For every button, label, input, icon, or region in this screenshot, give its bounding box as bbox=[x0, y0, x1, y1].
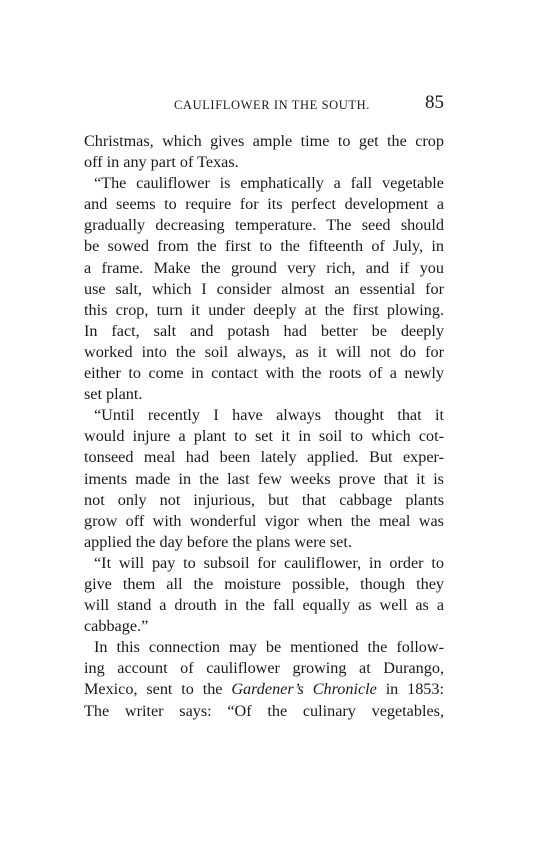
text-line: iments made in the last few weeks prove that it is bbox=[84, 469, 444, 488]
text-line: give them all the moisture possible, though they bbox=[84, 574, 444, 593]
text-line: tonseed meal had been lately applied. But exper- bbox=[84, 448, 444, 467]
periodical-title: Gardener’s Chronicle bbox=[231, 680, 377, 699]
text-line: be sowed from the first to the fifteenth of July, in bbox=[84, 237, 444, 256]
text-line: would injure a plant to set it in soil to which cot- bbox=[84, 427, 444, 446]
text-line: “Until recently I have always thought that it bbox=[94, 406, 444, 425]
text-line: this crop, turn it under deeply at the first plowing. bbox=[84, 300, 444, 319]
body-text bbox=[84, 131, 444, 722]
text-line: “The cauliflower is emphatically a fall vegetable bbox=[94, 174, 444, 193]
running-head bbox=[84, 92, 444, 116]
text-line: and seems to require for its perfect development a bbox=[84, 195, 444, 214]
text-line: a frame. Make the ground very rich, and if you bbox=[84, 258, 444, 277]
text-line: “It will pay to subsoil for cauliflower, in order to bbox=[94, 553, 444, 572]
text-line: ing account of cauliflower growing at Durango, bbox=[84, 659, 444, 678]
text-line: either to come in contact with the roots of a newly bbox=[84, 364, 444, 383]
text-line: worked into the soil always, as it will not do for bbox=[84, 342, 444, 361]
text-line: The writer says: “Of the culinary vegetables, bbox=[84, 701, 444, 720]
text-line: Christmas, which gives ample time to get the crop bbox=[84, 132, 444, 150]
text-line: not only not injurious, but that cabbage plants bbox=[84, 490, 444, 509]
text-line: In fact, salt and potash had better be deeply bbox=[84, 321, 444, 340]
text-line: off in any part of Texas. bbox=[84, 153, 239, 172]
text-line bbox=[84, 679, 444, 700]
text-line: In this connection may be mentioned the follow- bbox=[94, 638, 444, 657]
page-number: 85 bbox=[425, 92, 444, 113]
running-title: CAULIFLOWER IN THE SOUTH. bbox=[174, 98, 371, 112]
text-line: will stand a drouth in the fall equally as well as a bbox=[84, 596, 444, 615]
text-line: cabbage.” bbox=[84, 617, 149, 636]
text-line: applied the day before the plans were set. bbox=[84, 532, 352, 551]
text-line: set plant. bbox=[84, 385, 143, 404]
text-line: use salt, which I consider almost an essential for bbox=[84, 279, 444, 298]
text-line: gradually decreasing temperature. The seed should bbox=[84, 216, 444, 235]
text-line: grow off with wonderful vigor when the meal was bbox=[84, 511, 444, 530]
text-fragment: Mexico, sent to the bbox=[84, 680, 232, 699]
text-fragment: in 1853: bbox=[376, 680, 444, 699]
